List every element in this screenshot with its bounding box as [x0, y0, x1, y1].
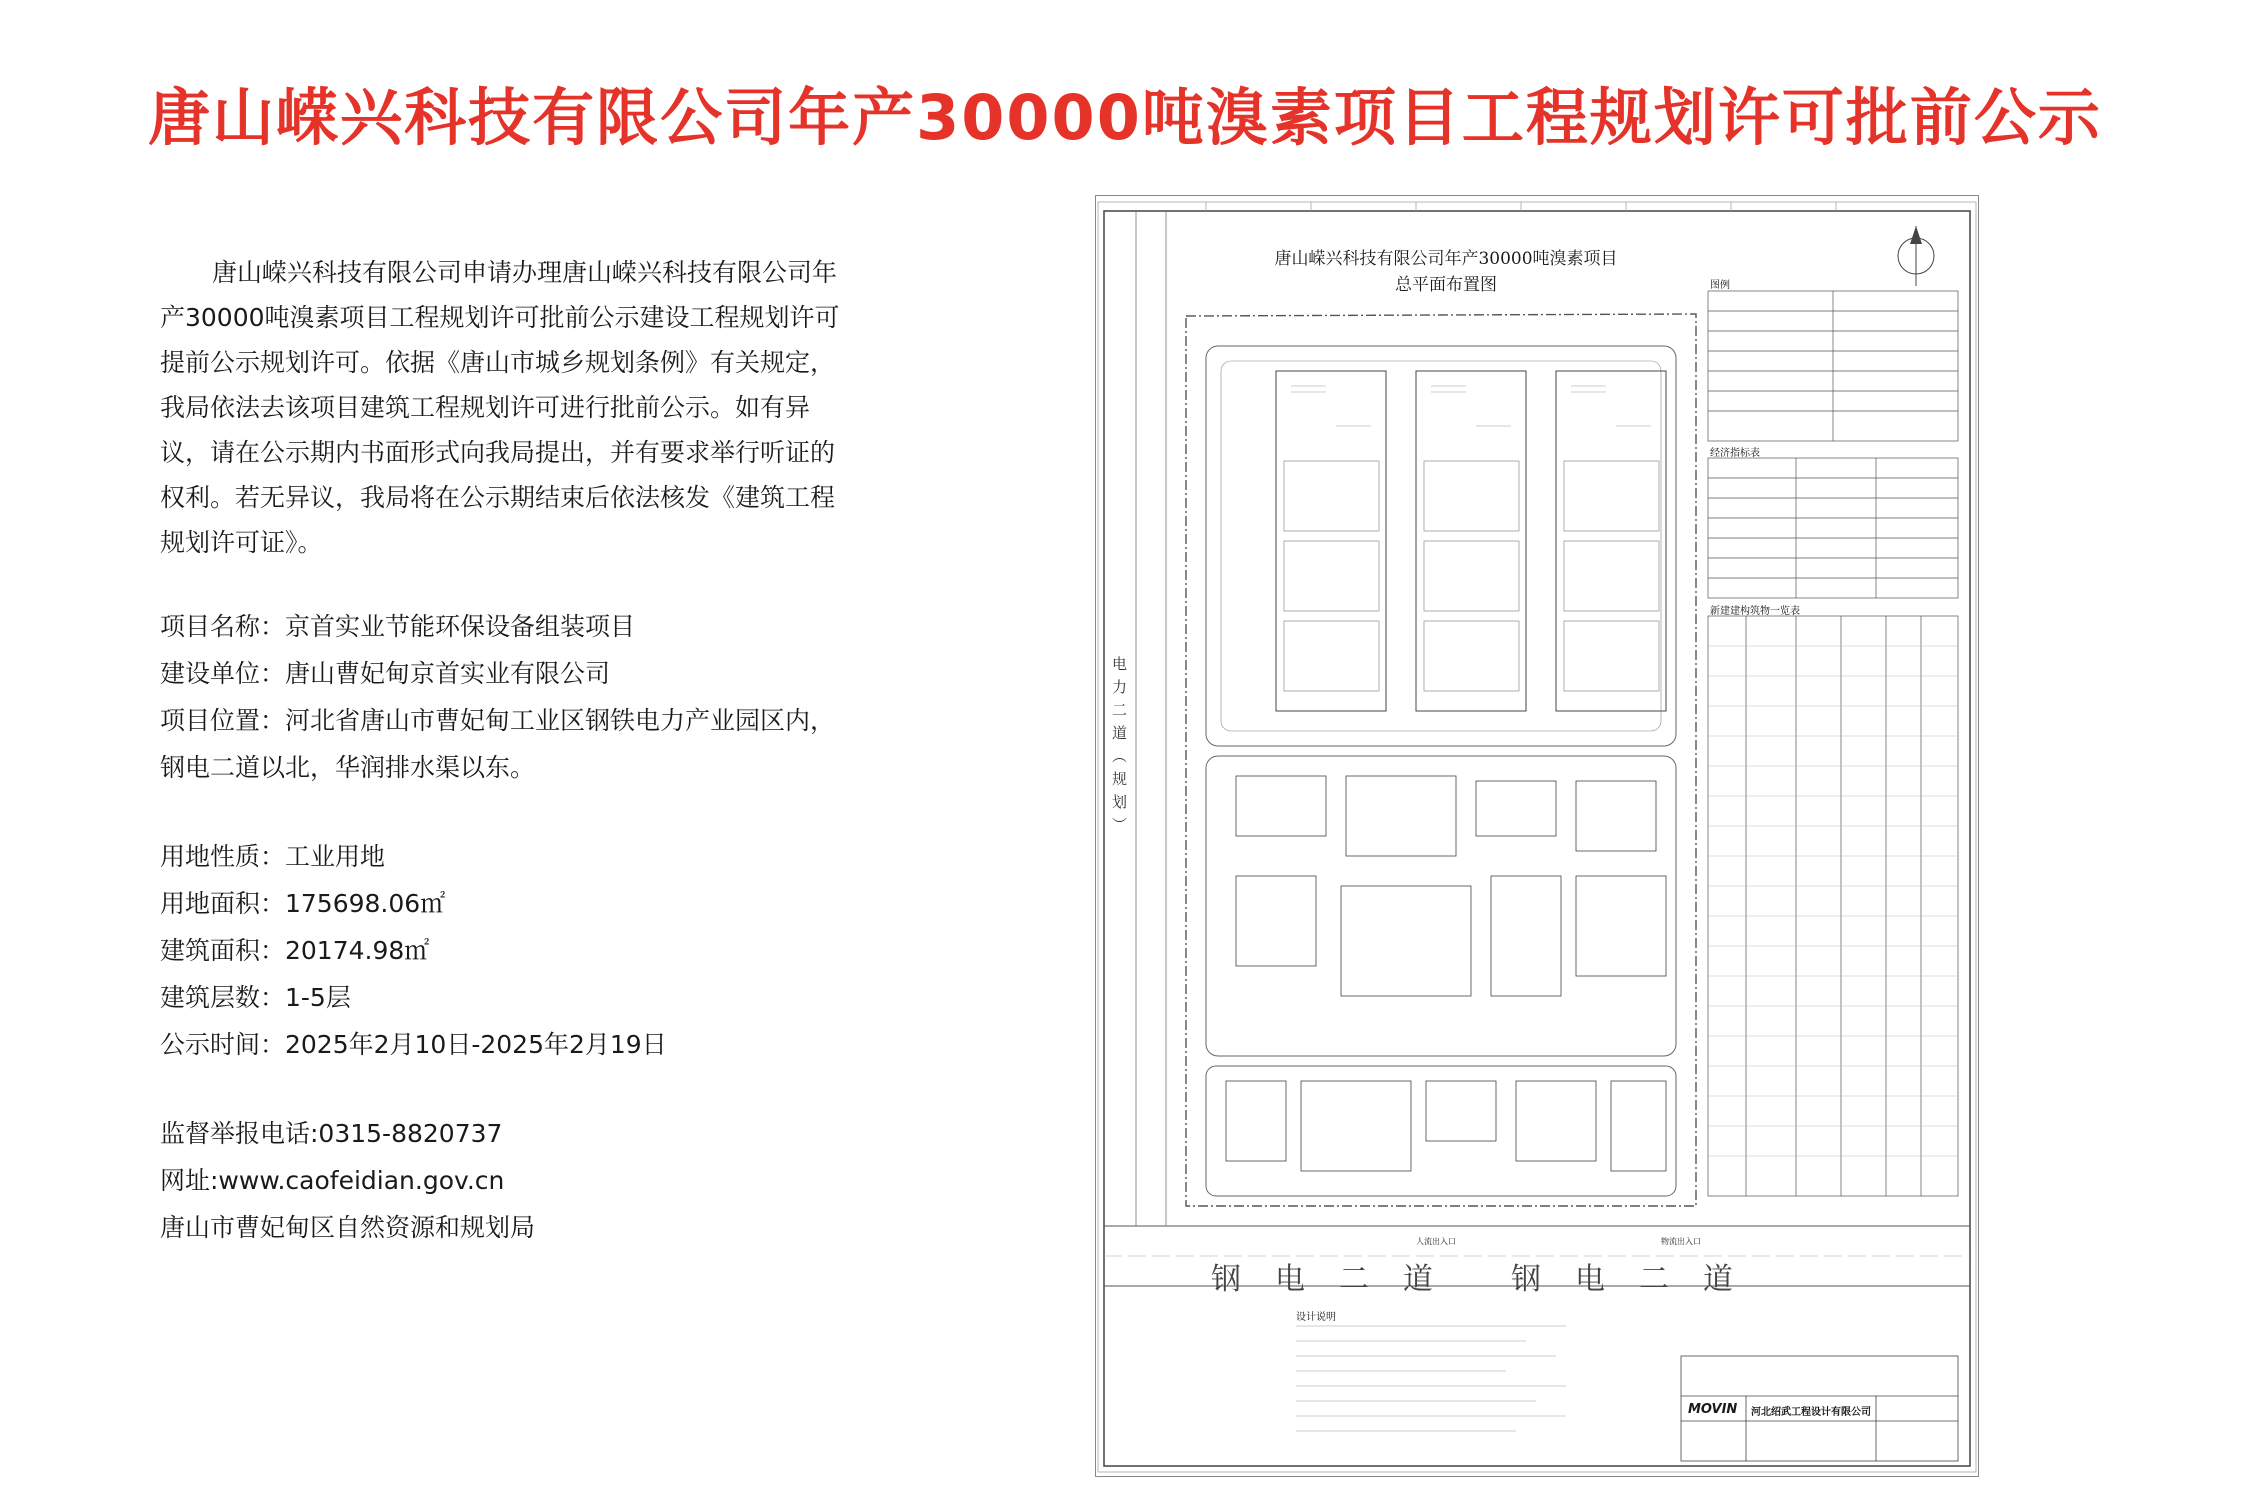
- drawing-title-line-2: 总平面布置图: [1395, 275, 1497, 295]
- building-list-title: 新建建构筑物一览表: [1710, 606, 1800, 617]
- authority: 唐山市曹妃甸区自然资源和规划局: [160, 1213, 536, 1242]
- site-plan-drawing: [1095, 195, 1979, 1477]
- designer-company: 河北绍武工程设计有限公司: [1751, 1407, 1871, 1418]
- drawing-title-line-1: 唐山嵘兴科技有限公司年产30000吨溴素项目: [1274, 249, 1618, 269]
- location-line-2: 钢电二道以北，华润排水渠以东。: [160, 753, 536, 782]
- road-label-left: 钢电二道: [1211, 1262, 1467, 1297]
- drawing-title: [1266, 246, 1626, 298]
- land-use: 用地性质：工业用地: [160, 842, 386, 871]
- designer-logo: MOVIN: [1688, 1402, 1738, 1417]
- hotline: 监督举报电话:0315-8820737: [160, 1119, 503, 1148]
- project-info: [160, 603, 850, 791]
- notice-text: [160, 250, 850, 1251]
- building-area: 建筑面积：20174.98㎡: [160, 936, 430, 965]
- notice-intro: 唐山嵘兴科技有限公司申请办理唐山嵘兴科技有限公司年产30000吨溴素项目工程规划许可批前公示建设工程规划许可提前公示规划许可。依据《唐山市城乡规划条例》有关规定，我局依法去该项目建筑工程规划许可进行批前公示。如有异议，请在公示期内书面形式向我局提出，并有要求举行听证的权利。若无异议，我局将在公示期结束后依法核发《建筑工程规划许可证》。: [160, 258, 840, 557]
- design-notes-title: 设计说明: [1296, 1312, 1336, 1323]
- builder: 建设单位：唐山曹妃甸京首实业有限公司: [160, 659, 611, 688]
- page-title: 唐山嵘兴科技有限公司年产30000吨溴素项目工程规划许可批前公示: [148, 81, 2102, 154]
- floors: 建筑层数：1-5层: [160, 983, 351, 1012]
- contact-info: [160, 1110, 850, 1251]
- econ-table-title: 经济指标表: [1710, 448, 1760, 459]
- legend-title: 图例: [1710, 280, 1730, 291]
- people-entrance-label: 人流出入口: [1416, 1237, 1456, 1246]
- website[interactable]: 网址:www.caofeidian.gov.cn: [160, 1166, 505, 1195]
- location-line-1: 项目位置：河北省唐山市曹妃甸工业区钢铁电力产业园区内，: [160, 706, 836, 735]
- project-name: 项目名称：京首实业节能环保设备组装项目: [160, 612, 636, 641]
- side-road-label: 电力二道（规划）: [1110, 656, 1128, 840]
- land-info: [160, 833, 850, 1068]
- publicity-period: 公示时间：2025年2月10日-2025年2月19日: [160, 1030, 667, 1059]
- land-area: 用地面积：175698.06㎡: [160, 889, 446, 918]
- goods-entrance-label: 物流出入口: [1661, 1237, 1701, 1246]
- road-label-right: 钢电二道: [1511, 1262, 1767, 1297]
